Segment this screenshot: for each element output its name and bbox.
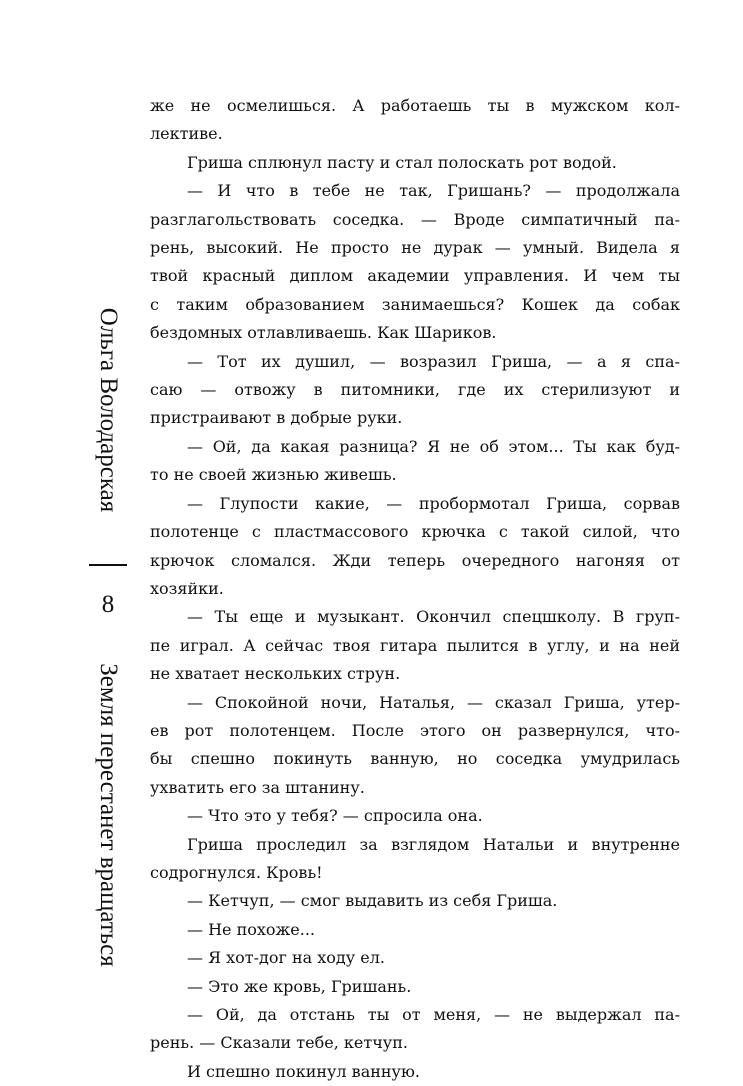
text-line: Гриша сплюнул пасту и стал полоскать рот водой. xyxy=(187,152,617,172)
text-line: то не своей жизнью живешь. xyxy=(150,465,397,485)
text-line: рень, высокий. Не просто не дурак — умный. Видела я xyxy=(150,238,680,258)
body-text xyxy=(150,92,680,1086)
text-line: рень. — Сказали тебе, кетчуп. xyxy=(150,1033,408,1053)
text-line: — Ой, да отстань ты от меня, — не выдержал па- xyxy=(187,1005,680,1024)
text-line: — Тот их душил, — возразил Гриша, — а я спа- xyxy=(187,351,680,371)
text-line: саю — отвожу в питомники, где их стерилизуют и xyxy=(150,380,680,400)
text-line: ев рот полотенцем. После этого он развернулся, что- xyxy=(150,720,680,740)
text-line: — Это же кровь, Гришань. xyxy=(187,976,412,996)
text-line: разглагольствовать соседка. — Вроде симпатичный па- xyxy=(150,209,680,229)
running-sidebar xyxy=(78,150,138,970)
text-line: крючок сломался. Жди теперь очередного нагоняя от xyxy=(150,550,680,570)
text-line: — Кетчуп, — смог выдавить из себя Гриша. xyxy=(187,891,558,911)
author-name: Ольга Володарская xyxy=(95,307,122,513)
page-number: 8 xyxy=(101,591,115,618)
text-line: не хватает нескольких струн. xyxy=(150,664,401,684)
sidebar-divider xyxy=(89,564,127,566)
text-line: — Я хот-дог на ходу ел. xyxy=(187,948,385,968)
text-line: пристраивают в добрые руки. xyxy=(150,408,403,428)
text-line: бездомных отлавливаешь. Как Шариков. xyxy=(150,323,497,343)
book-title: Земля перестанет вращаться xyxy=(95,663,122,967)
text-line: Гриша проследил за взглядом Натальи и внутренне xyxy=(187,834,680,854)
text-line: — Ты еще и музыкант. Окончил спецшколу. В груп- xyxy=(187,607,680,627)
text-line: бы спешно покинуть ванную, но соседка умудрилась xyxy=(150,749,680,769)
text-line: же не осмелишься. А работаешь ты в мужском кол- xyxy=(150,96,680,115)
text-line: — Ой, да какая разница? Я не об этом... Ты как буд- xyxy=(187,436,680,456)
text-line: ухватить его за штанину. xyxy=(150,777,365,797)
text-line: полотенце с пластмассового крючка с такой силой, что xyxy=(150,522,680,542)
text-line: хозяйки. xyxy=(150,578,224,598)
text-line: — Не похоже... xyxy=(187,919,315,939)
text-line: — И что в тебе не так, Гришань? — продолжала xyxy=(187,181,680,201)
text-line: И спешно покинул ванную. xyxy=(187,1061,420,1081)
text-line: — Глупости какие, — пробормотал Гриша, сорвав xyxy=(187,493,680,513)
text-line: с таким образованием занимаешься? Кошек да собак xyxy=(150,294,680,314)
text-line: — Что это у тебя? — спросила она. xyxy=(187,806,483,826)
text-line: содрогнулся. Кровь! xyxy=(150,862,323,882)
text-line: пе играл. А сейчас твоя гитара пылится в углу, и на ней xyxy=(150,635,680,655)
text-line: лективе. xyxy=(150,124,223,144)
text-line: — Спокойной ночи, Наталья, — сказал Гриша, утер- xyxy=(187,692,680,712)
text-line: твой красный диплом академии управления. И чем ты xyxy=(150,266,680,286)
